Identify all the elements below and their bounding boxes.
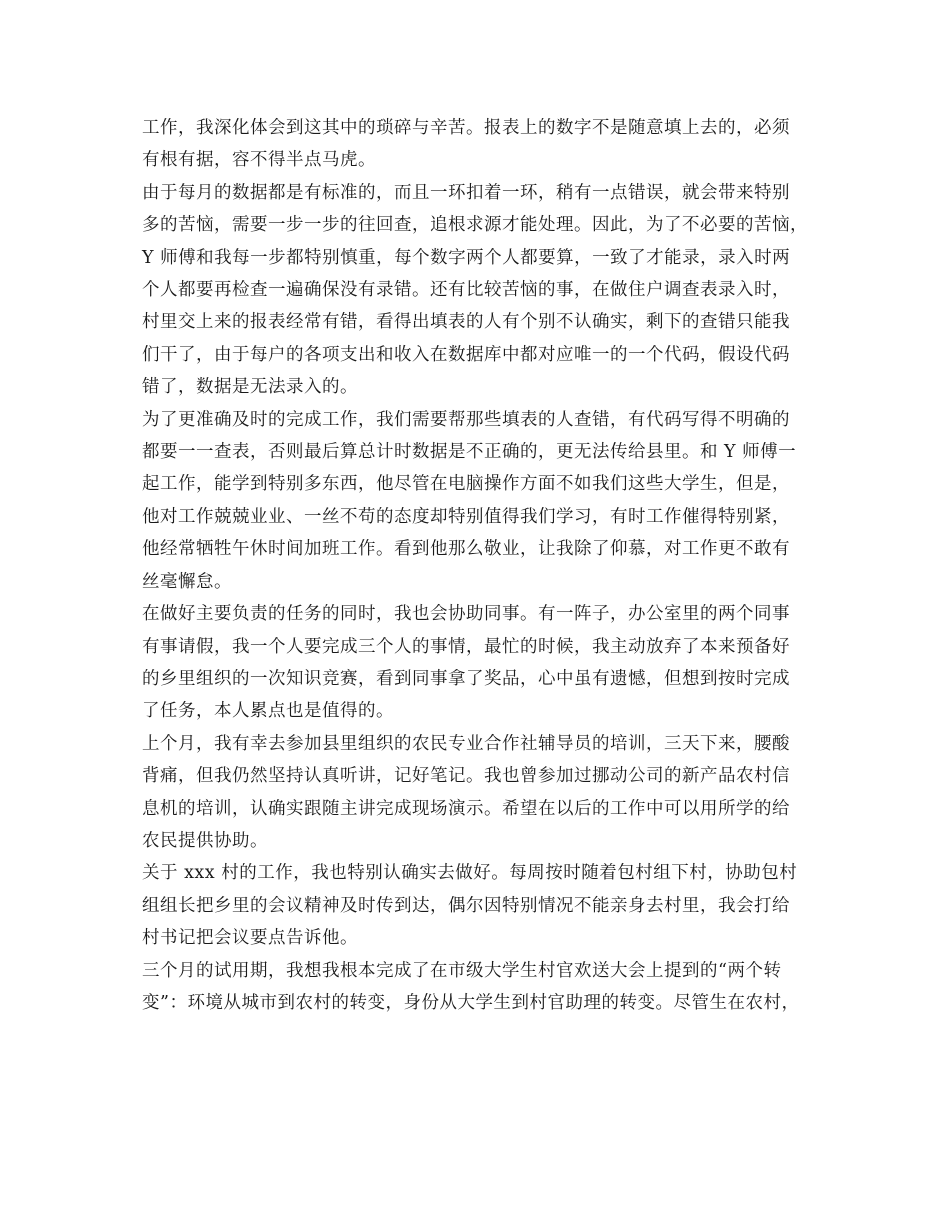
text-line: 了任务，本人累点也是值得的。 (142, 701, 394, 722)
text-line: 的乡里组织的一次知识竞赛，看到同事拿了奖品，心中虽有遗憾，但想到按时完成 (142, 668, 790, 689)
paragraph-6 (142, 857, 832, 954)
text-line: 工作，我深化体会到这其中的琐碎与辛苦。报表上的数字不是随意填上去的，必须 (142, 118, 790, 138)
text-line: 都要一一查表，否则最后算总计时数据是不正确的，更无法传给县里。和 Y 师傅一 (142, 442, 797, 463)
text-line: 错了，数据是无法录入的。 (142, 377, 358, 398)
text-line: 在做好主要负责的任务的同时，我也会协助同事。有一阵子，办公室里的两个同事 (142, 604, 790, 625)
text-line: 多的苦恼，需要一步一步的往回查，追根求源才能处理。因此，为了不必要的苦恼， (142, 215, 808, 236)
text-line: 起工作，能学到特别多东西，他尽管在电脑操作方面不如我们这些大学生，但是， (142, 474, 790, 495)
paragraph-2 (142, 177, 832, 404)
paragraph-4 (142, 598, 832, 728)
text-line: Y 师傅和我每一步都特别慎重，每个数字两个人都要算，一致了才能录，录入时两 (142, 247, 791, 268)
text-line: 由于每月的数据都是有标准的，而且一环扣着一环，稍有一点错误，就会带来特别 (142, 182, 790, 203)
text-line: 关于 xxx 村的工作，我也特别认确实去做好。每周按时随着包村组下村，协助包村 (142, 863, 798, 884)
text-line: 组组长把乡里的会议精神及时传到达，偶尔因特别情况不能亲身去村里，我会打给 (142, 895, 790, 916)
text-line: 们干了，由于每户的各项支出和收入在数据库中都对应唯一的一个代码，假设代码 (142, 344, 790, 365)
paragraph-5 (142, 728, 832, 858)
text-line: 息机的培训，认确实跟随主讲完成现场演示。希望在以后的工作中可以用所学的给 (142, 798, 790, 819)
text-line: 丝毫懈怠。 (142, 571, 232, 592)
paragraph-1 (142, 112, 832, 177)
text-line: 变”：环境从城市到农村的转变，身份从大学生到村官助理的转变。尽管生在农村， (142, 992, 800, 1013)
paragraph-3 (142, 404, 832, 598)
text-line: 农民提供协助。 (142, 830, 268, 851)
document-body (142, 112, 832, 1019)
text-line: 他经常牺牲午休时间加班工作。看到他那么敬业，让我除了仰慕，对工作更不敢有 (142, 539, 790, 560)
text-line: 三个月的试用期，我想我根本完成了在市级大学生村官欢送大会上提到的“两个转 (142, 960, 782, 981)
text-line: 他对工作兢兢业业、一丝不苟的态度却特别值得我们学习，有时工作催得特别紧， (142, 506, 790, 527)
text-line: 村里交上来的报表经常有错，看得出填表的人有个别不认确实，剩下的查错只能我 (142, 312, 790, 333)
text-line: 村书记把会议要点告诉他。 (142, 928, 358, 949)
text-line: 有根有据，容不得半点马虎。 (142, 150, 376, 171)
text-line: 背痛，但我仍然坚持认真听讲，记好笔记。我也曾参加过挪动公司的新产品农村信 (142, 766, 790, 787)
text-line: 个人都要再检查一遍确保没有录错。还有比较苦恼的事，在做住户调查表录入时， (142, 280, 790, 301)
paragraph-7 (142, 955, 832, 1020)
text-line: 有事请假，我一个人要完成三个人的事情，最忙的时候，我主动放弃了本来预备好 (142, 636, 790, 657)
text-line: 为了更准确及时的完成工作，我们需要帮那些填表的人查错，有代码写得不明确的 (142, 409, 790, 430)
text-line: 上个月，我有幸去参加县里组织的农民专业合作社辅导员的培训，三天下来，腰酸 (142, 733, 790, 754)
